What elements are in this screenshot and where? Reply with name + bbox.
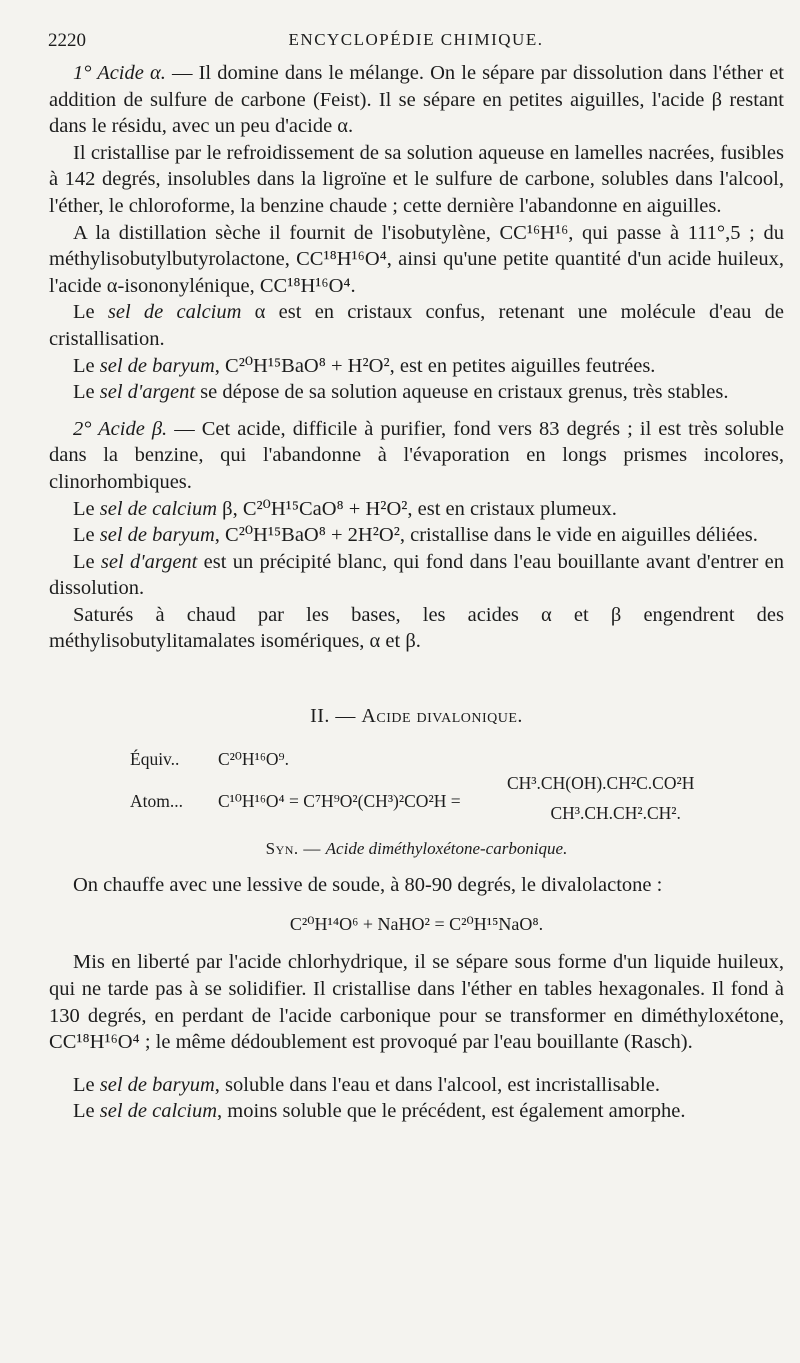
spacer xyxy=(49,1056,784,1072)
beta-argent-paragraph xyxy=(49,549,784,602)
le-word: Le xyxy=(73,1073,100,1096)
alpha-intro-text: — Il domine dans le mélange. On le sépare par dissolution dans l'éther et addition de sulfure de carbone (Feist). Il se sépare en petites aiguilles, l'acide β restant dans le résidu, avec un peu d'acide α. xyxy=(49,62,784,138)
alpha-calcium-text: α est en cristaux confus, retenant une molécule d'eau de cristallisation. xyxy=(49,301,785,350)
syn-text: Acide diméthyloxétone-carbonique. xyxy=(325,838,568,858)
section2-baryum-paragraph xyxy=(49,1072,784,1099)
formula-atom-main: C¹⁰H¹⁶O⁴ = C⁷H⁹O²(CH³)²CO²H = xyxy=(218,790,461,811)
formula-baryum-alpha: C²⁰H¹⁵BaO⁸ + H²O² xyxy=(225,354,390,377)
running-title: ENCYCLOPÉDIE CHIMIQUE. xyxy=(288,30,544,49)
formula-isononylenic: C¹⁸H¹⁶O⁴ xyxy=(273,274,351,297)
alpha-intro-paragraph xyxy=(49,60,784,140)
alpha-distillation-paragraph xyxy=(49,220,784,300)
atom-row xyxy=(130,788,461,815)
le-word: Le xyxy=(73,1100,100,1123)
distil-text-b: , qui passe à 111°,5 ; du méthylisobutylbutyrolactone, C xyxy=(49,221,785,271)
formula-isobutylene: C¹⁶H¹⁶ xyxy=(513,221,569,244)
section2-calcium-paragraph xyxy=(49,1098,784,1125)
section2-calcium-label: sel de calcium xyxy=(99,1100,218,1123)
beta-calcium-paragraph xyxy=(49,496,784,523)
beta-argent-label: sel d'argent xyxy=(100,550,198,573)
atom-label: Atom... xyxy=(130,790,183,811)
le-word: Le xyxy=(73,301,108,324)
structural-formula-bottom: CH³.CH.CH².CH². xyxy=(550,803,681,824)
syn-label: Syn. — xyxy=(265,838,326,858)
formula-lactone: C¹⁸H¹⁶O⁴ xyxy=(309,248,387,271)
le-word: Le xyxy=(73,354,100,377)
liberation-text-a: Mis en liberté par l'acide chlorhydrique, il se sépare sous forme d'un liquide huileux, qui ne tarde pas à se solidifier. Il cristallise dans l'éther en tables hexagonales. Il fond à 130 degrés, en perdant de l'acide carbonique pour se transformer en diméthyloxétone, C xyxy=(49,951,784,1054)
beta-baryum-text: , cristallise dans le vide en aiguilles déliées. xyxy=(399,524,758,547)
le-word: Le xyxy=(73,524,100,547)
formula-baryum-beta: C²⁰H¹⁵BaO⁸ + 2H²O² xyxy=(225,524,400,547)
beta-heading: 2° Acide β. xyxy=(73,417,168,440)
alpha-heading: 1° Acide α. xyxy=(73,62,166,84)
section-title-text: Acide divalonique. xyxy=(361,705,523,728)
beta-intro-paragraph xyxy=(49,416,784,496)
alpha-argent-text: se dépose de sa solution aqueuse en cristaux grenus, très stables. xyxy=(195,381,729,404)
distil-text-d: . xyxy=(350,274,356,297)
alpha-calcium-label: sel de calcium xyxy=(107,301,242,324)
formula-calcium-beta: C²⁰H¹⁵CaO⁸ + H²O² xyxy=(242,497,408,520)
beta-satures-paragraph: Saturés à chaud par les bases, les acides α et β engendrent des méthylisobutylitamalates isomériques, α et β. xyxy=(49,603,784,653)
beta-baryum-label: sel de baryum xyxy=(99,524,215,547)
equiv-row xyxy=(130,746,289,773)
le-word: Le xyxy=(73,550,101,573)
synonym-line xyxy=(49,836,784,863)
formula-dimethyloxetone: C¹⁸H¹⁶O⁴ xyxy=(62,1031,140,1054)
page-header xyxy=(48,30,784,56)
le-word: Le xyxy=(73,497,100,520)
formula-block xyxy=(49,740,784,836)
beta-calcium-label: sel de calcium xyxy=(99,497,218,520)
structural-formula-top: CH³.CH(OH).CH²C.CO²H xyxy=(507,772,695,793)
page-body xyxy=(49,60,784,1125)
alpha-argent-label: sel d'argent xyxy=(99,381,196,404)
section2-baryum-label: sel de baryum xyxy=(99,1073,215,1096)
beta-calcium-pre: β, xyxy=(217,497,243,520)
alpha-calcium-paragraph xyxy=(49,299,784,352)
alpha-baryum-paragraph: Le sel de baryum, C²⁰H¹⁵BaO⁸ + H²O², est en petites aiguilles feutrées. xyxy=(73,354,656,377)
alpha-argent-paragraph xyxy=(49,379,784,406)
liberation-text-b: ; le même dédoublement est provoqué par l'eau bouillante (Rasch). xyxy=(139,1031,693,1054)
beta-intro-text: — Cet acide, difficile à purifier, fond vers 83 degrés ; il est très soluble dans la benzine, qui l'abandonne à l'évaporation en longs prismes incolores, clinorhombiques. xyxy=(49,417,784,493)
distil-text-a: A la distillation sèche il fournit de l'isobutylène, C xyxy=(73,221,514,244)
alpha-crystallise-paragraph: Il cristallise par le refroidissement de sa solution aqueuse en lamelles nacrées, fusibles à 142 degrés, insolubles dans la ligroïne et le sulfure de carbone, solubles dans l'alcool, l'éther, le chloroforme, la benzine chaude ; cette dernière l'abandonne en aiguilles. xyxy=(49,141,784,217)
beta-baryum-paragraph: Le sel de baryum, C²⁰H¹⁵BaO⁸ + 2H²O², cristallise dans le vide en aiguilles déliées. xyxy=(73,524,758,547)
section2-baryum-text: , soluble dans l'eau et dans l'alcool, est incristallisable. xyxy=(214,1073,660,1096)
distil-text-c: , ainsi qu'une petite quantité d'un acide huileux, l'acide α-isononylénique, C xyxy=(49,248,784,297)
section-number: II. — xyxy=(310,705,362,728)
alpha-baryum-label: sel de baryum xyxy=(99,354,215,377)
page-number: 2220 xyxy=(48,30,86,51)
section-heading xyxy=(49,703,784,730)
alpha-baryum-text: , est en petites aiguilles feutrées. xyxy=(389,354,656,377)
reaction-equation: C²⁰H¹⁴O⁶ + NaHO² = C²⁰H¹⁵NaO⁸. xyxy=(289,913,544,934)
equiv-label: Équiv.. xyxy=(130,748,180,769)
section2-calcium-text: , moins soluble que le précédent, est également amorphe. xyxy=(217,1100,686,1123)
formula-equiv: C²⁰H¹⁶O⁹. xyxy=(218,748,290,769)
preparation-paragraph: On chauffe avec une lessive de soude, à 80-90 degrés, le divalolactone : xyxy=(73,874,663,897)
structural-formula xyxy=(507,770,694,827)
spacer xyxy=(49,406,784,416)
beta-calcium-text: , est en cristaux plumeux. xyxy=(407,497,617,520)
beta-argent-text: est un précipité blanc, qui fond dans l'eau bouillante avant d'entrer en dissolution. xyxy=(49,550,785,600)
liberation-paragraph xyxy=(49,949,784,1055)
le-word: Le xyxy=(73,381,100,404)
